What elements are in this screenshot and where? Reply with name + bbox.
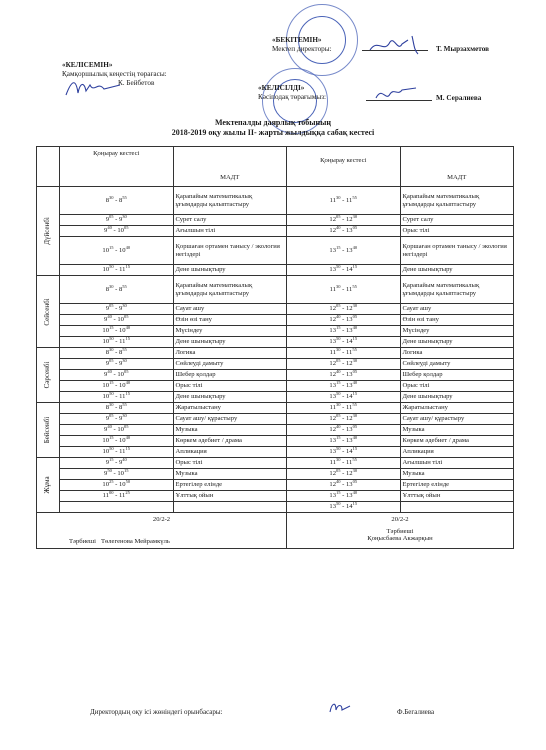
table-row: [37, 237, 514, 265]
bell-time-1: $9^{40} - 10^{05}$: [60, 370, 174, 381]
table-row: [37, 502, 514, 513]
bell-time-2: $13^{50} - 14^{15}$: [287, 447, 401, 458]
subject-1: Музыка: [173, 469, 287, 480]
subject-1: [173, 502, 287, 513]
subject-1: Дене шынықтыру: [173, 265, 287, 276]
table-row: [37, 370, 514, 381]
title-line-2: 2018-2019 оқу жылы ІІ- жарты жылдыққа сабақ кестесі: [171, 127, 375, 137]
subject-2: Ұлттық ойын: [400, 491, 514, 502]
subject-2: Ағылшын тілі: [400, 458, 514, 469]
header-subject-2: МАДТ: [400, 147, 514, 187]
subject-1: Қоршаған ортамен танысу / экология негіздері: [173, 237, 287, 265]
table-row: [37, 469, 514, 480]
bell-time-1: $9^{50} - 10^{15}$: [60, 469, 174, 480]
subject-1: Ұлттық ойын: [173, 491, 287, 502]
subject-2: Сауат ашу: [400, 304, 514, 315]
day-label-cell: [37, 348, 60, 403]
subject-2: Дене шынықтыру: [400, 265, 514, 276]
subject-1: Логика: [173, 348, 287, 359]
title-line-1: Мектепалды даярлық тобының: [214, 118, 332, 127]
teacher-right-cell: [287, 513, 514, 549]
day-label-cell: [37, 276, 60, 348]
bell-time-2: $12^{40} - 13^{05}$: [287, 370, 401, 381]
bell-time-1: $9^{05} - 9^{30}$: [60, 215, 174, 226]
subject-2: Апликация: [400, 447, 514, 458]
bell-time-1: $10^{15} - 10^{40}$: [60, 381, 174, 392]
signature-deputy: [328, 700, 352, 716]
table-row: [37, 403, 514, 414]
bell-time-2: $11^{30} - 11^{55}$: [287, 276, 401, 304]
day-label-cell: [37, 458, 60, 513]
subject-2: Қоршаған ортамен танысу / экология негіздері: [400, 237, 514, 265]
subject-2: Ертегілер елінде: [400, 480, 514, 491]
signature-left: [64, 75, 124, 101]
bell-time-1: $8^{30} - 8^{55}$: [60, 276, 174, 304]
bell-time-1: $10^{25} - 10^{50}$: [60, 480, 174, 491]
bell-time-1: $10^{50} - 11^{15}$: [60, 447, 174, 458]
teacher-right-role: Тәрбиеші: [386, 527, 414, 535]
bell-time-2: $12^{40} - 13^{05}$: [287, 425, 401, 436]
table-row: [37, 425, 514, 436]
bell-time-2: $12^{05} - 12^{30}$: [287, 359, 401, 370]
signature-director: [368, 34, 428, 56]
header-bell-1: Қоңырау кестесі: [60, 147, 174, 187]
header-day-cell: [37, 147, 60, 187]
bell-time-1: [60, 502, 174, 513]
table-row: [37, 326, 514, 337]
bell-time-2: $12^{05} - 12^{30}$: [287, 215, 401, 226]
bell-time-1: $9^{40} - 10^{05}$: [60, 226, 174, 237]
table-row: [37, 265, 514, 276]
bell-time-2: $11^{30} - 11^{55}$: [287, 458, 401, 469]
table-row: [37, 359, 514, 370]
subject-2: Өзін өзі тану: [400, 315, 514, 326]
subject-1: Жаратылыстану: [173, 403, 287, 414]
footer-row: [37, 513, 514, 549]
subject-2: Орыс тілі: [400, 226, 514, 237]
bell-time-1: $9^{05} - 9^{30}$: [60, 414, 174, 425]
day-label: Бейсенбі: [43, 416, 52, 444]
agree-right-line: Кәсіподақ төрағымыз:: [258, 93, 327, 101]
subject-2: Қарапайым математикалық ұғымдарды қалыптастыру: [400, 187, 514, 215]
subject-1: Музыка: [173, 425, 287, 436]
bell-time-2: $13^{15} - 13^{40}$: [287, 491, 401, 502]
subject-1: Дене шынықтыру: [173, 337, 287, 348]
bell-time-1: $9^{40} - 10^{05}$: [60, 315, 174, 326]
bell-time-1: $10^{50} - 11^{15}$: [60, 337, 174, 348]
subject-1: Қарапайым математикалық ұғымдарды қалыптастыру: [173, 276, 287, 304]
approve-label: «БЕКІТЕМІН»: [272, 36, 322, 44]
subject-2: Мүсіндеу: [400, 326, 514, 337]
subject-2: Дене шынықтыру: [400, 392, 514, 403]
table-row: [37, 458, 514, 469]
subject-1: Көркем әдебиет / драма: [173, 436, 287, 447]
table-row: [37, 480, 514, 491]
subject-1: Ертегілер елінде: [173, 480, 287, 491]
teacher-left-cell: [37, 513, 287, 549]
header-subject-1: МАДТ: [173, 147, 287, 187]
table-row: [37, 315, 514, 326]
bell-time-2: $12^{05} - 12^{30}$: [287, 304, 401, 315]
subject-1: Сурет салу: [173, 215, 287, 226]
teacher-left-name: Төлегенова Мейрамкүль: [100, 537, 170, 545]
table-row: [37, 392, 514, 403]
subject-1: Дене шынықтыру: [173, 392, 287, 403]
bell-time-2: $11^{30} - 11^{55}$: [287, 403, 401, 414]
day-label: Жұма: [43, 476, 52, 494]
table-row: [37, 187, 514, 215]
approve-name: Т. Мырзахметов: [436, 45, 490, 53]
table-row: [37, 304, 514, 315]
agree-right-name: М. Сералиева: [436, 94, 482, 102]
bell-time-1: $11^{00} - 11^{25}$: [60, 491, 174, 502]
subject-1: Шебер қолдар: [173, 370, 287, 381]
room-right: 20/2-2: [391, 516, 409, 523]
bell-time-2: $13^{50} - 14^{15}$: [287, 265, 401, 276]
day-label-cell: [37, 187, 60, 276]
subject-1: Апликация: [173, 447, 287, 458]
table-row: [37, 276, 514, 304]
subject-2: Қарапайым математикалық ұғымдарды қалыптастыру: [400, 276, 514, 304]
day-label-cell: [37, 403, 60, 458]
subject-2: Шебер қолдар: [400, 370, 514, 381]
table-row: [37, 226, 514, 237]
bell-time-1: $8^{30} - 8^{55}$: [60, 403, 174, 414]
bell-time-2: $13^{15} - 13^{40}$: [287, 326, 401, 337]
bell-time-2: $12^{40} - 13^{05}$: [287, 226, 401, 237]
table-row: [37, 447, 514, 458]
bell-time-2: $12^{05} - 12^{30}$: [287, 469, 401, 480]
approve-line: Мектеп директоры:: [272, 45, 332, 53]
subject-1: Сөйлеуді дамыту: [173, 359, 287, 370]
bell-time-1: $8^{30} - 8^{55}$: [60, 348, 174, 359]
bell-time-2: $11^{30} - 11^{55}$: [287, 348, 401, 359]
bell-time-2: $13^{50} - 14^{15}$: [287, 502, 401, 513]
table-row: [37, 348, 514, 359]
signature-union: [372, 84, 426, 104]
subject-1: Сауат ашу/ құрастыру: [173, 414, 287, 425]
subject-2: Дене шынықтыру: [400, 337, 514, 348]
subject-2: [400, 502, 514, 513]
bell-time-1: $9^{40} - 10^{05}$: [60, 425, 174, 436]
table-row: [37, 215, 514, 226]
bell-time-2: $12^{05} - 12^{30}$: [287, 414, 401, 425]
subject-1: Өзін өзі тану: [173, 315, 287, 326]
subject-2: Музыка: [400, 469, 514, 480]
table-row: [37, 414, 514, 425]
table-row: [37, 491, 514, 502]
subject-2: Сөйлеуді дамыту: [400, 359, 514, 370]
bell-time-2: $13^{15} - 13^{40}$: [287, 381, 401, 392]
bell-time-2: $11^{30} - 11^{55}$: [287, 187, 401, 215]
bell-time-1: $10^{50} - 11^{15}$: [60, 392, 174, 403]
bell-time-2: $12^{40} - 13^{05}$: [287, 315, 401, 326]
table-row: [37, 337, 514, 348]
deputy-director-name: Ф.Бегалиева: [397, 708, 435, 716]
bell-time-1: $9^{05} - 9^{30}$: [60, 304, 174, 315]
subject-2: Сауат ашу/ құрастыру: [400, 414, 514, 425]
bell-time-2: $13^{15} - 13^{40}$: [287, 436, 401, 447]
bell-time-1: $9^{05} - 9^{30}$: [60, 359, 174, 370]
subject-1: Қарапайым математикалық ұғымдарды қалыптастыру: [173, 187, 287, 215]
agree-left-label: «КЕЛІСЕМІН»: [62, 61, 113, 69]
subject-2: Жаратылыстану: [400, 403, 514, 414]
bell-time-2: $13^{50} - 14^{15}$: [287, 337, 401, 348]
subject-2: Көркем әдебиет / драма: [400, 436, 514, 447]
bell-time-2: $13^{50} - 14^{15}$: [287, 392, 401, 403]
header-bell-2: Қоңырау кестесі: [287, 147, 401, 187]
room-left: 20/2-2: [152, 516, 171, 523]
bell-time-1: $9^{15} - 9^{40}$: [60, 458, 174, 469]
table-row: [37, 436, 514, 447]
subject-1: Орыс тілі: [173, 381, 287, 392]
subject-1: Орыс тілі: [173, 458, 287, 469]
schedule-table: [36, 146, 514, 549]
bell-time-2: $12^{40} - 13^{05}$: [287, 480, 401, 491]
header-row: [37, 147, 514, 187]
document-title: [0, 118, 546, 137]
bell-time-2: $13^{15} - 13^{40}$: [287, 237, 401, 265]
subject-1: Сауат ашу: [173, 304, 287, 315]
subject-2: Музыка: [400, 425, 514, 436]
day-label: Сәрсенбі: [43, 361, 52, 389]
agree-right-label: «КЕЛІСІЛДІ»: [258, 84, 305, 92]
bell-time-1: $10^{15} - 10^{40}$: [60, 436, 174, 447]
teacher-left-role: Тәрбиеші: [69, 537, 96, 545]
day-label: Дүйсенбі: [43, 217, 52, 245]
bell-time-1: $8^{30} - 8^{55}$: [60, 187, 174, 215]
bell-time-1: $10^{15} - 10^{40}$: [60, 326, 174, 337]
subject-2: Орыс тілі: [400, 381, 514, 392]
bell-time-1: $10^{15} - 10^{40}$: [60, 237, 174, 265]
subject-1: Ағылшын тілі: [173, 226, 287, 237]
table-row: [37, 381, 514, 392]
agree-left-name: К. Бейбетов: [118, 79, 155, 87]
bell-time-1: $10^{50} - 11^{15}$: [60, 265, 174, 276]
subject-1: Мүсіндеу: [173, 326, 287, 337]
subject-2: Сурет салу: [400, 215, 514, 226]
teacher-right-name: Қоңысбаева Акжарқын: [367, 535, 433, 543]
deputy-director-line: Директордың оқу ісі жөніндегі орынбасары:: [90, 708, 223, 716]
subject-2: Логика: [400, 348, 514, 359]
day-label: Сейсенбі: [43, 297, 52, 326]
agree-left-line: Қамқоршылық кеңестің төрағасы:: [62, 70, 167, 78]
